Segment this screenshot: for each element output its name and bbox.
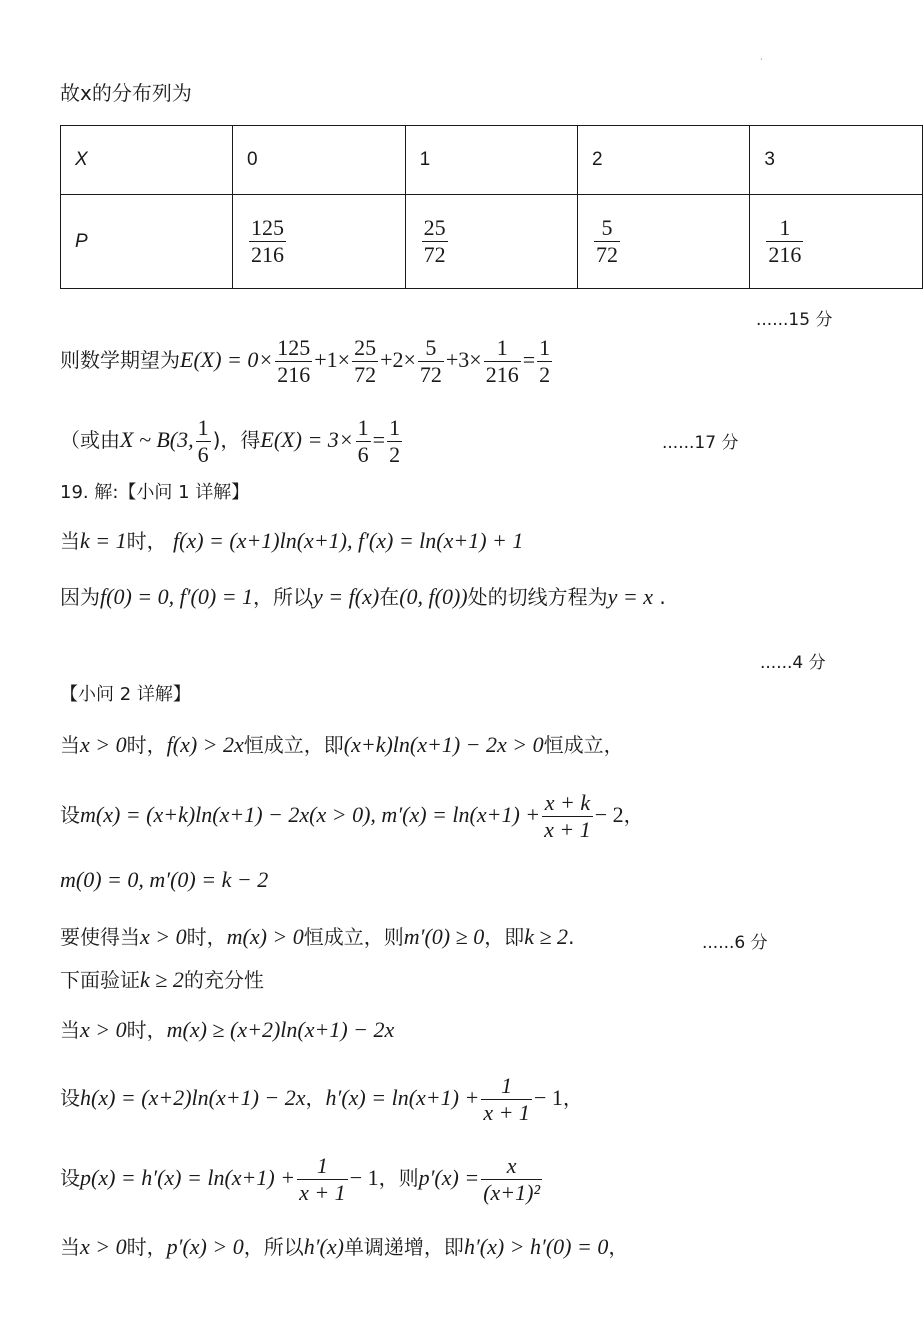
fraction-den: 216	[485, 362, 519, 387]
fraction	[484, 335, 521, 388]
table-cell: P	[61, 195, 233, 289]
score-marker: ......6 分	[702, 933, 768, 953]
fraction-den: x + 1	[299, 1180, 346, 1205]
fraction	[542, 790, 593, 843]
math: +1×	[314, 347, 351, 372]
math: h′(x) = ln(x+1) +	[325, 1085, 480, 1110]
math: k = 1	[80, 528, 127, 553]
text: 要使得当	[60, 925, 140, 949]
text: 设	[60, 1166, 80, 1190]
math: p′(x) =	[418, 1165, 480, 1190]
fraction	[422, 215, 448, 268]
math: f(0) = 0, f′(0) = 1	[100, 584, 254, 609]
text: 当	[60, 733, 80, 757]
text: 下面验证	[60, 968, 140, 992]
fraction-den: 216	[277, 362, 311, 387]
text: .	[568, 925, 575, 949]
text: 时，	[126, 733, 167, 757]
fraction	[297, 1153, 348, 1206]
expectation-line	[60, 330, 554, 390]
equation-line	[60, 1148, 544, 1208]
text: 则数学期望为	[60, 348, 180, 372]
math: h′(x)	[303, 1234, 344, 1259]
table-cell	[578, 195, 750, 289]
math: =	[372, 427, 386, 452]
text: 恒成立，	[543, 733, 624, 757]
fraction	[356, 415, 371, 468]
fraction	[249, 215, 286, 268]
text: ，所以	[243, 1235, 304, 1259]
fraction	[481, 1153, 542, 1206]
math: x > 0	[80, 1234, 127, 1259]
fraction-num: 1	[481, 1073, 532, 1100]
math: m(0) = 0, m′(0) = k − 2	[60, 867, 269, 892]
math: f(x) = (x+1)ln(x+1), f′(x) = ln(x+1) + 1	[172, 528, 524, 553]
alternative-line	[60, 410, 404, 470]
math: m(x) = (x+k)ln(x+1) − 2x(x > 0), m′(x) = ln(x+1) +	[80, 802, 541, 827]
question-heading: 19. 解:【小问 1 详解】	[60, 482, 250, 503]
text: （或由	[60, 428, 120, 452]
fraction	[766, 215, 803, 268]
fraction	[275, 335, 312, 388]
math: y = x	[607, 584, 653, 609]
fraction	[196, 415, 211, 468]
math: m(x) > 0	[226, 924, 304, 949]
text: 在	[379, 585, 400, 609]
text: 时，	[126, 1235, 167, 1259]
math: m′(0) ≥ 0	[403, 924, 485, 949]
math: +3×	[445, 347, 482, 372]
text: 设	[60, 803, 80, 827]
fraction	[387, 415, 402, 468]
intro-text: 故x的分布列为	[60, 81, 192, 105]
math: p′(x) > 0	[166, 1234, 244, 1259]
fraction-den: 6	[357, 442, 369, 467]
math: x > 0	[80, 732, 127, 757]
math: h(x) = (x+2)ln(x+1) − 2x	[80, 1085, 306, 1110]
math: =	[522, 347, 536, 372]
math: p(x) = h′(x) = ln(x+1) +	[80, 1165, 296, 1190]
text: ，	[305, 1086, 326, 1110]
math: − 1	[533, 1085, 563, 1110]
math: x > 0	[140, 924, 187, 949]
distribution-table	[60, 125, 923, 289]
text: ，	[562, 1086, 583, 1110]
fraction-num: 1	[766, 215, 803, 242]
text: 时，	[126, 529, 167, 553]
score-marker: ......17 分	[662, 433, 739, 453]
fraction	[594, 215, 620, 268]
table-cell: 2	[578, 126, 750, 195]
fraction-num: 1	[297, 1153, 348, 1180]
table-cell: 1	[405, 126, 577, 195]
equation-line	[60, 785, 644, 845]
math: k ≥ 2	[140, 967, 184, 992]
text: 当	[60, 1018, 80, 1042]
fraction-num: 1	[539, 335, 551, 360]
equation-line	[60, 965, 264, 995]
fraction-num: 125	[277, 335, 311, 360]
text: 当	[60, 529, 80, 553]
math: − 1	[349, 1165, 379, 1190]
fraction-den: 216	[768, 242, 802, 267]
equation-line	[60, 1068, 583, 1128]
fraction-den: 6	[197, 442, 209, 467]
text: 时，	[186, 925, 227, 949]
fraction-den: (x+1)²	[483, 1180, 541, 1205]
text: .	[659, 585, 666, 609]
corner-mark: ·	[760, 55, 763, 64]
score-marker: ......4 分	[760, 653, 826, 673]
table-cell	[405, 195, 577, 289]
equation-line	[60, 865, 268, 895]
fraction-num: 5	[418, 335, 444, 362]
text: 单调递增，即	[343, 1235, 464, 1259]
fraction-num: 25	[423, 215, 446, 240]
text: 当	[60, 1235, 80, 1259]
text: ，即	[484, 925, 525, 949]
fraction-den: 72	[423, 242, 446, 267]
text: ，则	[378, 1166, 419, 1190]
equation-line	[60, 922, 574, 952]
text: 恒成立，即	[243, 733, 344, 757]
math: k ≥ 2	[524, 924, 569, 949]
math: +2×	[380, 347, 416, 372]
table-row	[61, 126, 923, 195]
fraction-num: 1	[197, 415, 209, 440]
fraction	[481, 1073, 532, 1126]
fraction-den: 2	[539, 362, 551, 387]
text: ，	[608, 1235, 629, 1259]
math: x > 0	[80, 1017, 127, 1042]
fraction-den: x + 1	[544, 817, 591, 842]
table-row	[61, 195, 923, 289]
table-cell: X	[61, 126, 233, 195]
fraction	[537, 335, 552, 388]
fraction-num: 25	[354, 335, 377, 360]
math: E(X) = 0×	[180, 347, 274, 372]
table-cell	[233, 195, 406, 289]
fraction-den: 72	[596, 242, 618, 267]
section-heading: 【小问 2 详解】	[60, 684, 191, 705]
text: 设	[60, 1086, 80, 1110]
math: m(x) ≥ (x+2)ln(x+1) − 2x	[166, 1017, 395, 1042]
math: (x+k)ln(x+1) − 2x > 0	[343, 732, 544, 757]
text: 时，	[126, 1018, 167, 1042]
fraction-num: x + k	[542, 790, 593, 817]
text: 处的切线方程为	[467, 585, 608, 609]
table-cell	[750, 195, 923, 289]
fraction-den: 2	[389, 442, 401, 467]
fraction-num: 1	[389, 415, 401, 440]
table-cell: 3	[750, 126, 923, 195]
math: h′(x) > h′(0) = 0	[463, 1234, 609, 1259]
fraction-num: 125	[251, 215, 285, 240]
table-cell: 0	[233, 126, 406, 195]
text: 的充分性	[183, 968, 264, 992]
fraction	[418, 335, 444, 388]
text: )，得	[212, 428, 261, 452]
equation-line	[60, 1015, 394, 1045]
text: 恒成立，则	[303, 925, 404, 949]
math: y = f(x)	[313, 584, 380, 609]
fraction-num: 1	[357, 415, 369, 440]
text: ，	[623, 803, 644, 827]
math: (0, f(0))	[399, 584, 468, 609]
equation-line	[60, 526, 523, 556]
math: f(x) > 2x	[166, 732, 244, 757]
math: − 2	[594, 802, 624, 827]
fraction-den: x + 1	[483, 1100, 530, 1125]
fraction-num: x	[481, 1153, 542, 1180]
equation-line	[60, 1232, 628, 1262]
math: X ~ B(3,	[120, 427, 194, 452]
fraction-num: 1	[484, 335, 521, 362]
equation-line	[60, 582, 666, 612]
fraction-den: 72	[419, 362, 442, 387]
text: ，所以	[253, 585, 314, 609]
text: 因为	[60, 585, 100, 609]
math: E(X) = 3×	[260, 427, 354, 452]
fraction-num: 5	[594, 215, 620, 242]
score-marker: ......15 分	[756, 310, 833, 330]
equation-line	[60, 730, 624, 760]
fraction-den: 216	[251, 242, 285, 267]
fraction	[352, 335, 378, 388]
fraction-den: 72	[354, 362, 377, 387]
